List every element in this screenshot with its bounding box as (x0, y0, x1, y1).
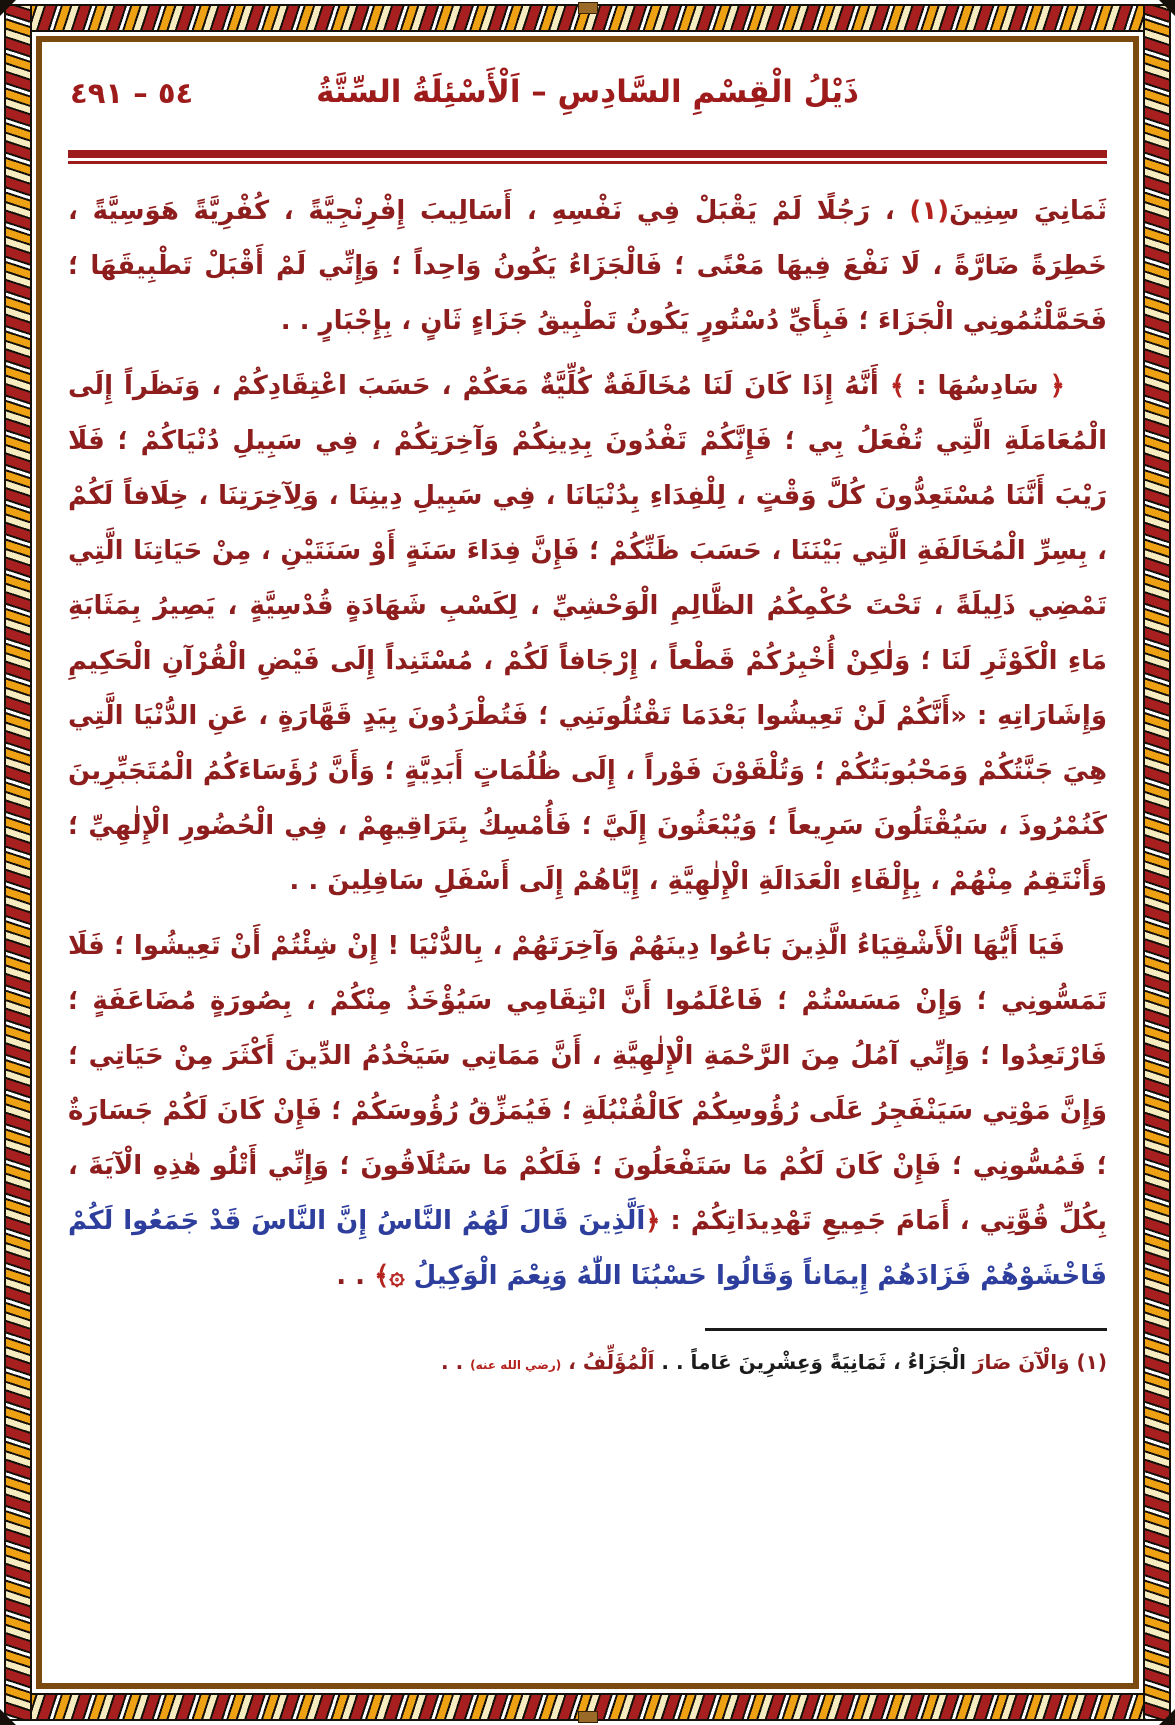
paragraph-text: ، رَجُلًا لَمْ يَقْبَلْ فِي نَفْسِهِ ، أَسَالِيبَ إِفْرِنْجِيَّةً ، كُفْرِيَّةً هَوَسِيَّةً ، خَطِرَةً ضَارَّةً ، لَا نَفْعَ فِيهَا مَعْنًى ؛ فَالْجَزَاءُ يَكُونُ وَاحِداً ؛ وَإِنِّي لَمْ أَقْبَلْ تَطْبِيقَهَا ؛ فَحَمَّلْتُمُونِي الْجَزَاءَ ؛ فَبِأَيِّ دُسْتُورٍ يَكُونُ تَطْبِيقُ جَزَاءٍ ثَانٍ ، بِإِجْبَارٍ . . (68, 196, 1107, 336)
border-chain-right (1143, 4, 1171, 1721)
body-text (68, 184, 1107, 1304)
footnote-text: الْجَزَاءُ ، ثَمَانِيَةً وَعِشْرِينَ عَاماً . . (654, 1350, 966, 1374)
footnote-tail: . . (441, 1350, 471, 1374)
ornate-bracket-close-icon: ﴾ (889, 371, 906, 401)
paragraph-continuation (68, 184, 1107, 349)
verse-end-ornament-icon: ۞ (389, 1261, 405, 1291)
footnote-author: اَلْمُؤَلِّفُ ، (561, 1350, 655, 1374)
footnote-separator (705, 1328, 1107, 1331)
paragraph-sixth-point (68, 359, 1107, 909)
divider-thick-rule (68, 150, 1107, 158)
author-seal: (رضي الله عنه) (470, 1358, 562, 1372)
divider-thin-rule (68, 161, 1107, 164)
page-content (68, 50, 1107, 1677)
paragraph-text: ثَمَانِيَ سِنِينَ (949, 196, 1107, 226)
point-heading: سَادِسُهَا : (905, 371, 1050, 401)
border-center-notch (578, 1711, 598, 1723)
page-number: ٥٤ – ٤٩١ (70, 76, 194, 110)
footnote-marker-text: (١) وَالْآنَ صَارَ (966, 1350, 1107, 1374)
border-center-notch (578, 2, 598, 14)
page-header (68, 50, 1107, 150)
quran-bracket-close-icon: ﴾ (374, 1261, 390, 1291)
footnote-reference: (١) (909, 196, 950, 226)
quran-verse: اَلَّذِينَ قَالَ لَهُمُ النَّاسُ إِنَّ النَّاسَ قَدْ جَمَعُوا لَكُمْ فَاخْشَوْهُمْ فَزَادَهُمْ إِيمَاناً وَقَالُوا حَسْبُنَا اللّٰهُ وَنِعْمَ الْوَكِيلُ (68, 1206, 1107, 1291)
border-chain-left (4, 4, 32, 1721)
paragraph-text: . . (336, 1261, 375, 1291)
paragraph-text: فَيَا أَيُّهَا الْأَشْقِيَاءُ الَّذِينَ بَاعُوا دِينَهُمْ وَآخِرَتَهُمْ ، بِالدُّنْيَا ! إِنْ شِئْتُمْ أَنْ تَعِيشُوا ؛ فَلَا تَمَسُّونِي ؛ وَإِنْ مَسَسْتُمْ ؛ فَاعْلَمُوا أَنَّ انْتِقَامِي سَيُؤْخَذُ مِنْكُمْ ، بِصُورَةٍ مُضَاعَفَةٍ ؛ فَارْتَعِدُوا ؛ وَإِنِّي آمُلُ مِنَ الرَّحْمَةِ الْإِلٰهِيَّةِ ، أَنَّ مَمَاتِي سَيَخْدُمُ الدِّينَ أَكْثَرَ مِنْ حَيَاتِي ؛ وَإِنَّ مَوْتِي سَيَنْفَجِرُ عَلَى رُؤُوسِكُمْ كَالْقُنْبُلَةِ ؛ فَيُمَزِّقُ رُؤُوسَكُمْ ؛ فَإِنْ كَانَ لَكُمْ جَسَارَةٌ ؛ فَمُسُّونِي ؛ فَإِنْ كَانَ لَكُمْ مَا سَتَفْعَلُونَ ؛ فَلَكُمْ مَا سَتُلَاقُونَ ؛ وَإِنِّي أَتْلُو هٰذِهِ الْآيَةَ ، بِكُلِّ قُوَّتِي ، أَمَامَ جَمِيعِ تَهْدِيدَاتِكُمْ : (68, 931, 1107, 1236)
quran-bracket-open-icon: ﴿ (645, 1206, 661, 1236)
ornate-bracket-open-icon: ﴿ (1049, 371, 1065, 401)
paragraph-address (68, 919, 1107, 1304)
paragraph-text: أَنَّهُ إِذَا كَانَ لَنَا مُخَالَفَةٌ كُلِّيَّةٌ مَعَكُمْ ، حَسَبَ اعْتِقَادِكُمْ ، وَنَظَراً إِلَى الْمُعَامَلَةِ الَّتِي تُفْعَلُ بِي ؛ فَإِنَّكُمْ تَفْدُونَ بِدِينِكُمْ وَآخِرَتِكُمْ ، فِي سَبِيلِ دُنْيَاكُمْ ؛ فَلَا رَيْبَ أَنَّنَا مُسْتَعِدُّونَ كُلَّ وَقْتٍ ، لِلْفِدَاءِ بِدُنْيَانَا ، فِي سَبِيلِ دِينِنَا ، وَلِآخِرَتِنَا ، خِلَافاً لَكُمْ ، بِسِرِّ الْمُخَالَفَةِ الَّتِي بَيْنَنَا ، حَسَبَ ظَنِّكُمْ ؛ فَإِنَّ فِدَاءَ سَنَةٍ أَوْ سَنَتَيْنِ ، مِنْ حَيَاتِنَا الَّتِي تَمْضِي ذَلِيلَةً ، تَحْتَ حُكْمِكُمُ الظَّالِمِ الْوَحْشِيِّ ، لِكَسْبِ شَهَادَةٍ قُدْسِيَّةٍ ، يَصِيرُ بِمَثَابَةِ مَاءِ الْكَوْثَرِ لَنَا ؛ وَلٰكِنْ أُخْبِرُكُمْ قَطْعاً ، إِرْجَافاً لَكُمْ ، مُسْتَنِداً إِلَى فَيْضِ الْقُرْآنِ الْحَكِيمِ وَإِشَارَاتِهِ : «أَنَّكُمْ لَنْ تَعِيشُوا بَعْدَمَا تَقْتُلُونَنِي ؛ فَتُطْرَدُونَ بِيَدٍ قَهَّارَةٍ ، عَنِ الدُّنْيَا الَّتِي هِيَ جَنَّتُكُمْ وَمَحْبُوبَتُكُمْ ؛ وَتُلْقَوْنَ فَوْراً ، إِلَى ظُلُمَاتٍ أَبَدِيَّةٍ ؛ وَأَنَّ رُؤَسَاءَكُمُ الْمُتَجَبِّرِينَ كَنُمْرُوذَ ، سَيُقْتَلُونَ سَرِيعاً ؛ وَيُبْعَثُونَ إِلَيَّ ؛ فَأُمْسِكُ بِتَرَاقِيهِمْ ، فِي الْحُضُورِ الْإِلٰهِيِّ ؛ وَأَنْتَقِمُ مِنْهُمْ ، بِإِلْقَاءِ الْعَدَالَةِ الْإِلٰهِيَّةِ ، إِيَّاهُمْ إِلَى أَسْفَلِ سَافِلِينَ . . (68, 371, 1107, 896)
page-title: ذَيْلُ الْقِسْمِ السَّادِسِ – اَلْأَسْئِلَةُ السِّتَّةُ (316, 74, 859, 110)
footnote (68, 1343, 1107, 1381)
header-divider (68, 150, 1107, 164)
